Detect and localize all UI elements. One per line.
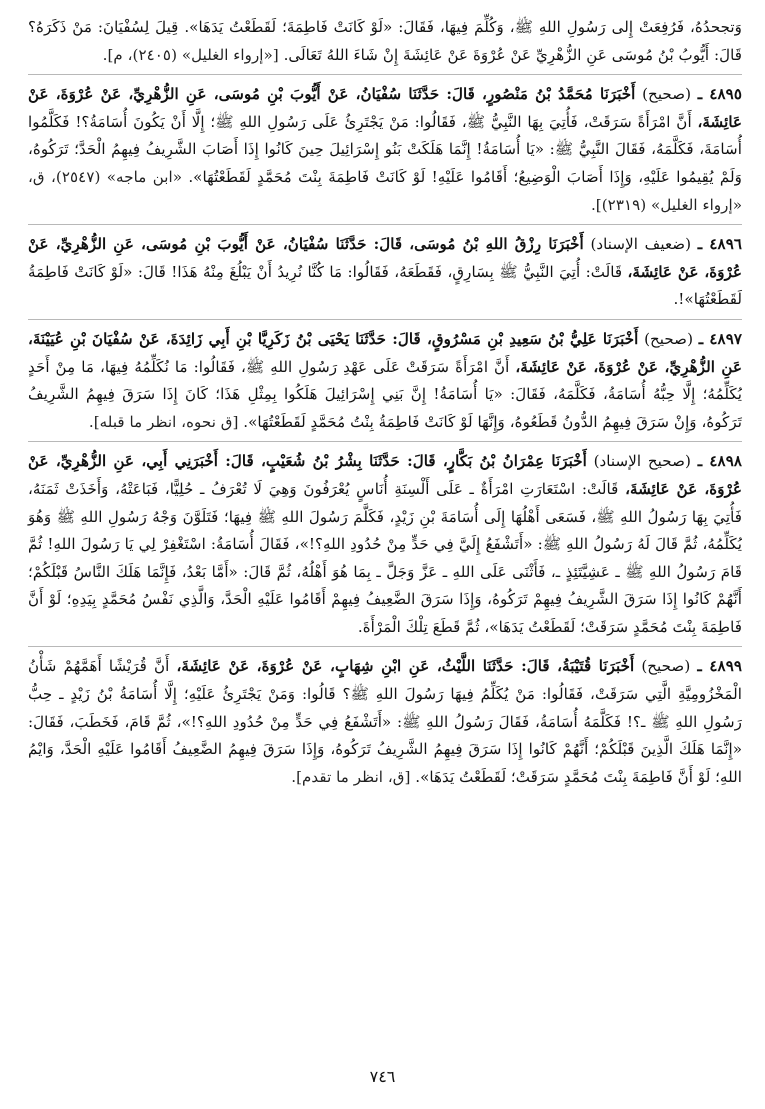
hadith-4898 xyxy=(28,448,742,641)
hadith-4899 xyxy=(28,653,742,791)
hadith-reference: «ابن ماجه» (٢٥٤٧)، ق، «إرواء الغليل» (٢٣١٩)]. xyxy=(28,167,742,214)
hadith-number: ٤٨٩٩ ـ xyxy=(697,657,743,676)
hadith-reference: [ق، انظر ما تقدم]. xyxy=(291,767,411,786)
hadith-text: قَالَتْ: اسْتَعَارَتِ امْرَأَةٌ ـ عَلَى أَلْسِنَةِ أُنَاسٍ يُعْرَفُونَ وَهِيَ لَا تُعْرَفُ ـ حُلِيًّا، فَبَاعَتْهُ، وَأَخَذَتْ ثَمَنَهُ، فَأُتِيَ بِهَا رَسُولُ اللهِ ﷺ، فَسَعَى أَهْلُهَا إِلَى أُسَامَةَ بْنِ زَيْدٍ، فَكَلَّمَ رَسُولَ اللهِ ﷺ فِيهَا؛ فَتَلَوَّنَ وَجْهُ رَسُولِ اللهِ ﷺ وَهُوَ يُكَلِّمُهُ، ثُمَّ قَالَ لَهُ رَسُولُ اللهِ ﷺ: «أَتَشْفَعُ إِلَيَّ فِي حَدٍّ مِنْ حُدُودِ اللهِ؟!»، فَقَالَ أُسَامَةُ: اسْتَغْفِرْ لِي يَا رَسُولَ اللهِ! ثُمَّ قَامَ رَسُولُ اللهِ ﷺ ـ عَشِيَّتَئِذٍ ـ، فَأَثْنَى عَلَى اللهِ ـ عَزَّ وَجَلَّ ـ بِمَا هُوَ أَهْلُهُ، ثُمَّ قَالَ: «أَمَّا بَعْدُ، فَإِنَّمَا هَلَكَ النَّاسُ قَبْلَكُمْ؛ أَنَّهُمْ كَانُوا إِذَا سَرَقَ الشَّرِيفُ فِيهِمْ تَرَكُوهُ، وَإِذَا سَرَقَ الضَّعِيفُ فِيهِمْ أَقَامُوا عَلَيْهِ الْحَدَّ، وَالَّذِي نَفْسُ مُحَمَّدٍ بِيَدِهِ؛ لَوْ أَنَّ فَاطِمَةَ بِنْتَ مُحَمَّدٍ سَرَقَتْ؛ لَقَطَعْتُ يَدَهَا»، ثُمَّ قَطَعَ تِلْكَ الْمَرْأَةَ. xyxy=(28,479,742,636)
hadith-number: ٤٨٩٨ ـ xyxy=(697,452,743,471)
hadith-grade: (صحيح) xyxy=(642,85,692,104)
hadith-text: أَنَّ قُرَيْشًا أَهَمَّهُمْ شَأْنُ الْمَخْزُومِيَّةِ الَّتِي سَرَقَتْ، فَقَالُوا: مَنْ يُكَلِّمُ فِيهَا رَسُولَ اللهِ ﷺ؟ قَالُوا: وَمَنْ يَجْتَرِئُ عَلَيْهِ؛ إِلَّا أُسَامَةُ بْنُ زَيْدٍ ـ حِبُّ رَسُولِ اللهِ ﷺ ـ؟! فَكَلَّمَهُ أُسَامَةُ، فَقَالَ رَسُولُ اللهِ ﷺ: «أَتَشْفَعُ فِي حَدٍّ مِنْ حُدُودِ اللهِ؟!»، ثُمَّ قَامَ، فَخَطَبَ، فَقَالَ: «إِنَّمَا هَلَكَ الَّذِينَ قَبْلَكُمْ؛ أَنَّهُمْ كَانُوا إِذَا سَرَقَ فِيهِمُ الشَّرِيفُ تَرَكُوهُ، وَإِذَا سَرَقَ فِيهِمُ الضَّعِيفُ أَقَامُوا عَلَيْهِ الْحَدَّ، وَايْمُ اللهِ؛ لَوْ أَنَّ فَاطِمَةَ بِنْتَ مُحَمَّدٍ سَرَقَتْ؛ لَقَطَعْتُ يَدَهَا». xyxy=(28,657,742,786)
hadith-isnad: أَخْبَرَنَا رِزْقُ اللهِ بْنُ مُوسَى، قَالَ: حَدَّثَنَا سُفْيَانُ، عَنْ أَيُّوبَ بْنِ مُوسَى، عَنِ الزُّهْرِيِّ، عَنْ عُرْوَةَ، عَنْ عَائِشَةَ، xyxy=(28,235,743,281)
hadith-number: ٤٨٩٥ ـ xyxy=(697,85,742,104)
hadith-isnad: أَخْبَرَنَا عِمْرَانُ بْنُ بَكَّارٍ، قَالَ: حَدَّثَنَا بِشْرُ بْنُ شُعَيْبٍ، قَالَ: أَخْبَرَنِي أَبِي، عَنِ الزُّهْرِيِّ، عَنْ عُرْوَةَ، عَنْ عَائِشَةَ، xyxy=(28,452,743,498)
separator xyxy=(28,224,742,225)
hadith-number: ٤٨٩٧ ـ xyxy=(698,329,743,348)
hadith-text: قَالَتْ: أُتِيَ النَّبِيُّ ﷺ بِسَارِقٍ، فَقَطَعَهُ، فَقَالُوا: مَا كُنَّا نُرِيدُ أَنْ يَبْلُغَ مِنْهُ هَذَا! قَالَ: «لَوْ كَانَتْ فَاطِمَةُ لَقَطَعْتُهَا»!. xyxy=(28,262,742,309)
page-number: ٧٤٦ xyxy=(369,1067,396,1086)
separator xyxy=(28,74,742,75)
hadith-text: أَنَّ امْرَأَةً سَرَقَتْ، فَأُتِيَ بِهَا النَّبِيُّ ﷺ، فَقَالُوا: مَنْ يَجْتَرِئُ عَلَى رَسُولِ اللهِ ﷺ؛ إِلَّا أَنْ يَكُونَ أُسَامَةُ؟! فَكَلَّمُوا أُسَامَةَ، فَكَلَّمَهُ، فَقَالَ النَّبِيُّ ﷺ: «يَا أُسَامَةُ! إِنَّمَا هَلَكَتْ بَنُو إِسْرَائِيلَ حِينَ كَانُوا إِذَا أَصَابَ الشَّرِيفُ فِيهِمُ الْحَدَّ؛ تَرَكُوهُ، وَلَمْ يُقِيمُوا عَلَيْهِ، وَإِذَا أَصَابَ الْوَضِيعُ؛ أَقَامُوا عَلَيْهِ! لَوْ كَانَتْ فَاطِمَةَ بِنْتَ مُحَمَّدٍ لَقَطَعْتُهَا». xyxy=(28,112,743,186)
hadith-isnad: أَخْبَرَنَا مُحَمَّدُ بْنُ مَنْصُورٍ، قَالَ: حَدَّثَنَا سُفْيَانُ، عَنْ أَيُّوبَ بْنِ مُوسَى، عَنِ الزُّهْرِيِّ، عَنْ عُرْوَةَ، عَنْ عَائِشَةَ، xyxy=(28,85,743,131)
hadith-text: أَنَّ امْرَأَةً سَرَقَتْ عَلَى عَهْدِ رَسُولِ اللهِ ﷺ، فَقَالُوا: مَا نُكَلِّمُهُ فِيهَا، مَا مِنْ أَحَدٍ يُكَلِّمُهُ؛ إِلَّا حِبُّهُ أُسَامَةُ، فَكَلَّمَهُ، فَقَالَ: «يَا أُسَامَةُ! إِنَّ بَنِي إِسْرَائِيلَ هَلَكُوا بِمِثْلِ هَذَا؛ كَانَ إِذَا سَرَقَ فِيهِمُ الشَّرِيفُ تَرَكُوهُ، وَإِنْ سَرَقَ فِيهِمُ الدُّونُ قَطَعُوهُ، وَإِنَّهَا لَوْ كَانَتْ فَاطِمَةُ بِنْتُ مُحَمَّدٍ لَقَطَعْتُهَا». xyxy=(28,357,742,431)
page-body xyxy=(28,14,742,1074)
hadith-4897 xyxy=(28,326,742,436)
hadith-number: ٤٨٩٦ ـ xyxy=(697,235,743,254)
hadith-reference: [ق نحوه، انظر ما قبله]. xyxy=(88,412,239,431)
separator xyxy=(28,319,742,320)
hadith-grade: (ضعيف الإسناد) xyxy=(590,235,692,254)
hadith-continuation xyxy=(28,14,742,69)
hadith-isnad: أَخْبَرَنَا قُتَيْبَةُ، قَالَ: حَدَّثَنَا اللَّيْثُ، عَنِ ابْنِ شِهَابٍ، عَنْ عُرْوَةَ، عَنْ عَائِشَةَ، xyxy=(176,657,635,676)
separator xyxy=(28,441,742,442)
separator xyxy=(28,646,742,647)
hadith-4896 xyxy=(28,231,742,314)
hadith-grade: (صحيح الإسناد) xyxy=(593,452,691,471)
hadith-grade: (صحيح) xyxy=(644,329,693,348)
hadith-grade: (صحيح) xyxy=(641,657,691,676)
hadith-isnad: أَخْبَرَنَا عَلِيُّ بْنُ سَعِيدِ بْنِ مَسْرُوقٍ، قَالَ: حَدَّثَنَا يَحْيَى بْنُ زَكَرِيَّا بْنِ أَبِي زَائِدَةَ، عَنْ سُفْيَانَ بْنِ عُيَيْنَةَ، عَنِ الزُّهْرِيِّ، عَنْ عُرْوَةَ، عَنْ عَائِشَةَ، xyxy=(28,329,743,376)
hadith-reference: [«إرواء الغليل» (٢٤٠٥)، م]. xyxy=(102,45,279,64)
hadith-4895 xyxy=(28,81,742,219)
hadith-text: وَتجحدُهُ، فَرُفِعَتْ إِلى رَسُولِ اللهِ ﷺ، وَكُلِّمَ فِيهَا، فَقَالَ: «لَوْ كَانَتْ فَاطِمَةَ؛ لَقَطَعْتُ يَدَهَا». قِيلَ لِسُفْيَانَ: مَنْ ذَكَرَهُ؟ قَالَ: أَيُّوبُ بْنُ مُوسَى عَنِ الزُّهْرِيِّ عَنْ عُرْوَةَ عَنْ عَائِشَةَ إِنْ شَاءَ اللهُ تَعَالَى. xyxy=(28,18,742,64)
